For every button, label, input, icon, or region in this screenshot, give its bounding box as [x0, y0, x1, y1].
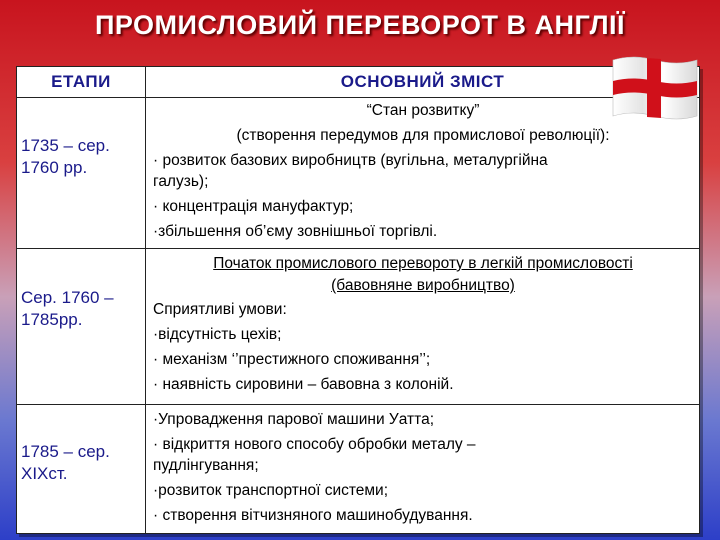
content-line: · механізм ‘’престижного споживання’’; [153, 351, 431, 368]
header-stages: ЕТАПИ [51, 72, 111, 91]
content-cell [153, 407, 693, 528]
content-line: “Стан розвитку” [366, 102, 480, 119]
content-cell [153, 253, 693, 397]
content-line: ·Упровадження парової машини Уатта; [153, 411, 434, 428]
content-line: (створення передумов для промислової революції): [236, 127, 610, 144]
table-row [17, 405, 699, 533]
header-content: ОСНОВНИЙ ЗМІСТ [340, 72, 505, 91]
table-header-row [17, 67, 699, 98]
stage-line: ХІХст. [21, 464, 68, 483]
stage-line: 1785 – сер. [21, 442, 110, 461]
england-flag-icon [609, 54, 701, 124]
content-line: Початок промислового перевороту в легкій промисловості [213, 255, 633, 272]
stage-cell [17, 441, 145, 485]
content-line: галузь); [153, 173, 209, 190]
content-line: · відкриття нового способу обробки металу – [153, 436, 476, 453]
content-line: · концентрація мануфактур; [153, 198, 354, 215]
content-line: ·відсутність цехів; [153, 326, 282, 343]
stages-table [16, 66, 700, 534]
content-line: ·розвиток транспортної системи; [153, 482, 389, 499]
table-row [17, 249, 699, 405]
stage-cell [17, 287, 145, 331]
stage-line: 1735 – сер. [21, 136, 110, 155]
stage-line: Сер. 1760 – [21, 288, 114, 307]
content-line: · створення вітчизняного машинобудування. [153, 507, 473, 524]
content-line: Сприятливі умови: [153, 301, 287, 318]
stage-cell [17, 135, 145, 179]
content-line: ·збільшення об’єму зовнішньої торгівлі. [153, 223, 438, 240]
table-row [17, 98, 699, 249]
content-line: · наявність сировини – бавовна з колоній. [153, 376, 454, 393]
content-line: пудлінгування; [153, 457, 259, 474]
page-title: ПРОМИСЛОВИЙ ПЕРЕВОРОТ В АНГЛІЇ [95, 10, 625, 40]
stage-line: 1760 рр. [21, 158, 88, 177]
content-line: · розвиток базових виробництв (вугільна, металургійна [153, 152, 548, 169]
stage-line: 1785рр. [21, 310, 83, 329]
content-line: (бавовняне виробництво) [331, 277, 515, 294]
